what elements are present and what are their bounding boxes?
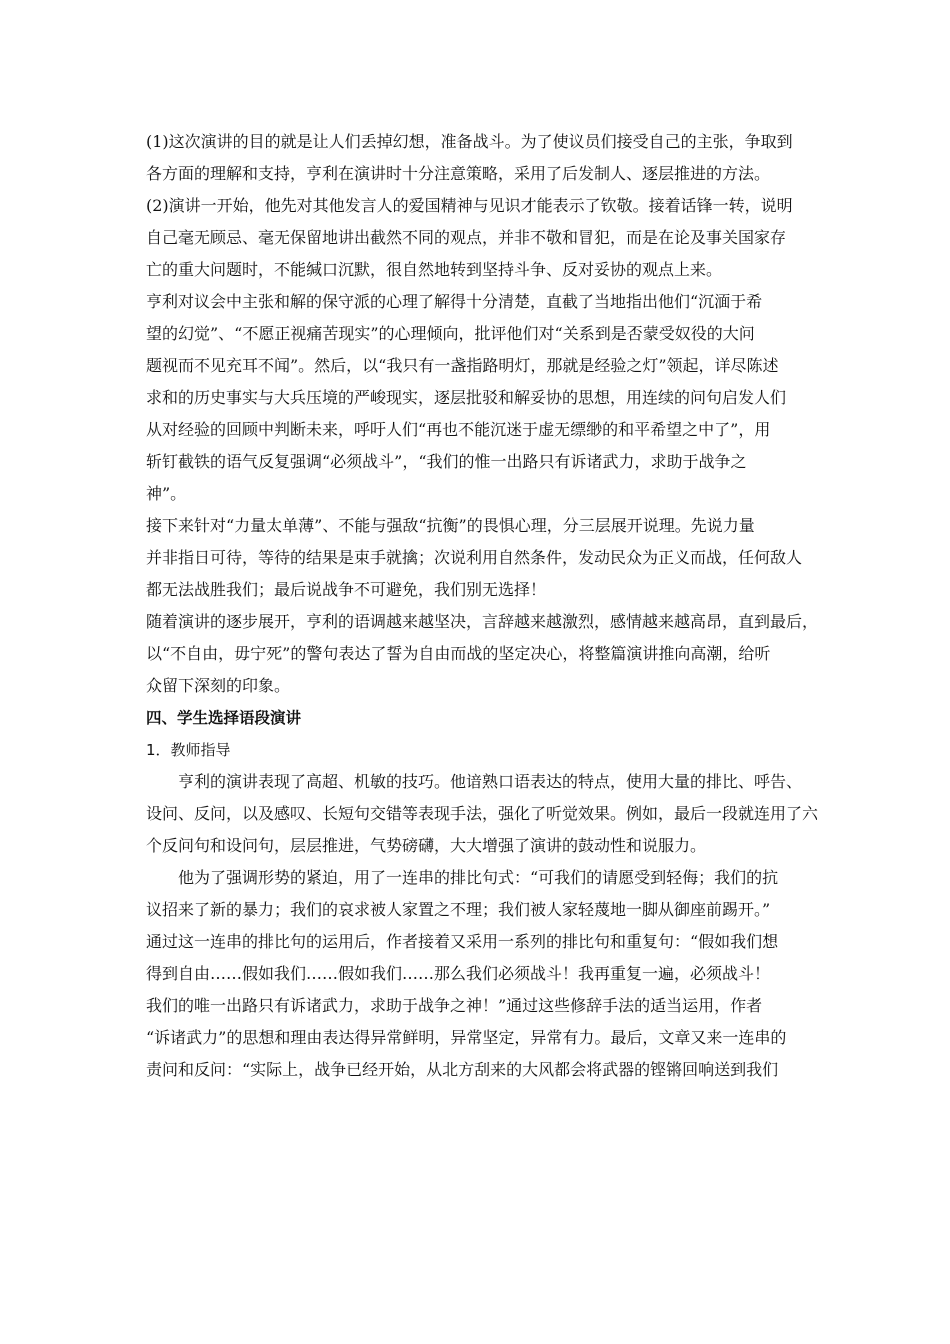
paragraph-line: 通过这一连串的排比句的运用后，作者接着又采用一系列的排比句和重复句：“假如我们想 <box>146 932 779 951</box>
paragraph-line: 并非指日可待，等待的结果是束手就擒；次说利用自然条件，发动民众为正义而战，任何敌人 <box>146 548 803 567</box>
paragraph-line: 各方面的理解和支持，亨利在演讲时十分注意策略，采用了后发制人、逐层推进的方法。 <box>146 164 771 183</box>
paragraph-line: 接下来针对“力量太单薄”、不能与强敌“抗衡”的畏惧心理，分三层展开说理。先说力量 <box>146 516 755 535</box>
subsection-heading: 1．教师指导 <box>146 741 231 759</box>
paragraph-line: 望的幻觉”、“不愿正视痛苦现实”的心理倾向，批评他们对“关系到是否蒙受奴役的大问 <box>146 324 755 343</box>
paragraph-line: 亡的重大问题时，不能缄口沉默，很自然地转到坚持斗争、反对妥协的观点上来。 <box>146 260 723 279</box>
paragraph-line: 亨利对议会中主张和解的保守派的心理了解得十分清楚，直截了当地指出他们“沉湎于希 <box>146 292 763 311</box>
document-body <box>146 126 826 1086</box>
paragraph-line: 求和的历史事实与大兵压境的严峻现实，逐层批驳和解妥协的思想，用连续的问句启发人们 <box>146 388 787 407</box>
paragraph-line: 得到自由……假如我们……假如我们……那么我们必须战斗！我再重复一遍，必须战斗！ <box>146 964 771 983</box>
paragraph-line: (2)演讲一开始，他先对其他发言人的爱国精神与见识才能表示了钦敬。接着话锋一转，说明 <box>146 196 793 215</box>
paragraph-line: 斩钉截铁的语气反复强调“必须战斗”，“我们的惟一出路只有诉诸武力，求助于战争之 <box>146 452 747 471</box>
paragraph-line: 众留下深刻的印象。 <box>146 676 291 695</box>
paragraph-line: 他为了强调形势的紧迫，用了一连串的排比句式：“可我们的请愿受到轻侮；我们的抗 <box>178 868 779 887</box>
section-heading: 四、学生选择语段演讲 <box>146 709 302 727</box>
paragraph-line: 亨利的演讲表现了高超、机敏的技巧。他谙熟口语表达的特点，使用大量的排比、呼告、 <box>178 772 803 791</box>
paragraph-line: 设问、反问，以及感叹、长短句交错等表现手法，强化了听觉效果。例如，最后一段就连用了六 <box>146 804 819 823</box>
paragraph-line: 题视而不见充耳不闻”。然后，以“我只有一盏指路明灯，那就是经验之灯”领起，详尽陈述 <box>146 356 779 375</box>
paragraph-line: 责问和反问：“实际上，战争已经开始，从北方刮来的大风都会将武器的铿锵回响送到我们 <box>146 1060 779 1079</box>
paragraph-line: (1)这次演讲的目的就是让人们丢掉幻想，准备战斗。为了使议员们接受自己的主张，争取到 <box>146 132 793 151</box>
paragraph-line: 以“不自由，毋宁死”的警句表达了誓为自由而战的坚定决心，将整篇演讲推向高潮，给听 <box>146 644 771 663</box>
paragraph-line: 议招来了新的暴力；我们的哀求被人家置之不理；我们被人家轻蔑地一脚从御座前踢开。” <box>146 900 771 919</box>
paragraph-line: 神”。 <box>146 484 187 503</box>
paragraph-line: 个反问句和设问句，层层推进，气势磅礴，大大增强了演讲的鼓动性和说服力。 <box>146 836 707 855</box>
paragraph-line: 都无法战胜我们；最后说战争不可避免，我们别无选择！ <box>146 580 547 599</box>
paragraph-line: 自己毫无顾忌、毫无保留地讲出截然不同的观点，并非不敬和冒犯，而是在论及事关国家存 <box>146 228 787 247</box>
paragraph-line: 随着演讲的逐步展开，亨利的语调越来越坚决，言辞越来越激烈，感情越来越高昂，直到最后， <box>146 612 819 631</box>
paragraph-line: “诉诸武力”的思想和理由表达得异常鲜明，异常坚定，异常有力。最后，文章又来一连串的 <box>146 1028 787 1047</box>
paragraph-line: 从对经验的回顾中判断未来，呼吁人们“再也不能沉迷于虚无缥缈的和平希望之中了”，用 <box>146 420 771 439</box>
paragraph-line: 我们的唯一出路只有诉诸武力，求助于战争之神！”通过这些修辞手法的适当运用，作者 <box>146 996 763 1015</box>
